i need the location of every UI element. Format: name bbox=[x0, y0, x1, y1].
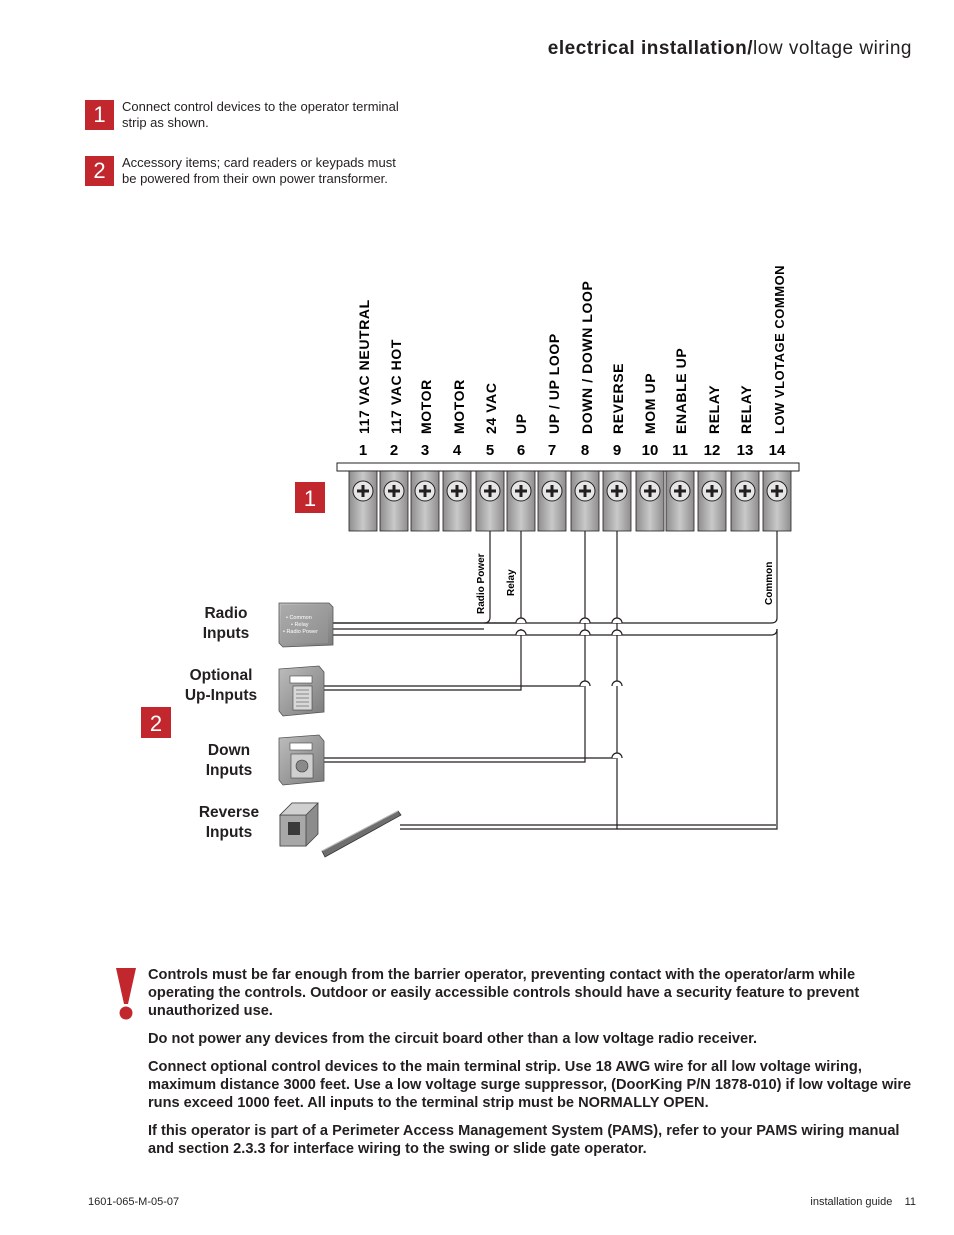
terminal-label: LOW VLOTAGE COMMON bbox=[772, 264, 787, 434]
step-1-text: Connect control devices to the operator terminal strip as shown. bbox=[122, 99, 399, 130]
terminal-label: 117 VAC NEUTRAL bbox=[356, 299, 372, 434]
footer-page-number: 11 bbox=[904, 1196, 916, 1208]
terminal-labels bbox=[356, 265, 787, 434]
terminal-number: 14 bbox=[768, 442, 786, 459]
terminal-number: 12 bbox=[703, 442, 721, 459]
terminal-label: UP bbox=[513, 413, 529, 434]
terminal-strip-base bbox=[337, 463, 799, 471]
header-subsection: low voltage wiring bbox=[753, 38, 912, 59]
warning-paragraph: Controls must be far enough from the barrier operator, preventing contact with the operator/arm while operating the controls. Outdoor or easily accessible controls should have a security feature to prevent unauthorized use. bbox=[148, 967, 860, 1019]
terminal-label: UP / UP LOOP bbox=[546, 333, 562, 434]
input-label-reverse: Reverse Inputs bbox=[198, 804, 260, 841]
callout-1-text: 1 bbox=[303, 486, 317, 511]
warning-notes bbox=[148, 966, 918, 1168]
wire-bumps bbox=[516, 618, 622, 758]
terminal-number: 10 bbox=[641, 442, 659, 459]
wire-relay bbox=[333, 531, 521, 629]
wire-up-loop bbox=[323, 629, 521, 690]
wire-common bbox=[333, 531, 777, 623]
terminal-label: REVERSE bbox=[610, 362, 626, 434]
input-label-optional-up: Optional Up-Inputs bbox=[184, 667, 258, 704]
radio-box-relay: • Relay bbox=[291, 622, 309, 628]
wire-label-relay: Relay bbox=[506, 569, 517, 596]
terminal-label: 24 VAC bbox=[483, 382, 499, 434]
keypad-device bbox=[279, 666, 324, 716]
terminal-number: 3 bbox=[420, 442, 430, 459]
footer-doc-id: 1601-065-M-05-07 bbox=[88, 1196, 180, 1208]
terminal-numbers bbox=[359, 442, 786, 459]
terminal-number: 11 bbox=[672, 442, 688, 459]
terminal-number: 2 bbox=[389, 442, 399, 459]
wires bbox=[323, 531, 777, 829]
terminal-label: RELAY bbox=[738, 384, 754, 434]
terminal-label: DOWN / DOWN LOOP bbox=[579, 280, 595, 434]
wire-common-splice bbox=[333, 629, 777, 635]
wire-down bbox=[323, 531, 585, 762]
terminal-label: ENABLE UP bbox=[673, 347, 689, 434]
step-2-text: Accessory items; card readers or keypads must be powered from their own power transformer. bbox=[122, 155, 396, 186]
key-switch-device bbox=[279, 735, 324, 785]
terminal-number: 6 bbox=[516, 442, 526, 459]
wire-common-down bbox=[617, 629, 777, 829]
footer-guide: installation guide bbox=[810, 1196, 893, 1208]
terminal-label: MOTOR bbox=[451, 379, 467, 434]
footer-page-info bbox=[0, 1196, 916, 1208]
wire-label-common: Common bbox=[764, 561, 775, 605]
terminal-number: 13 bbox=[736, 442, 754, 459]
terminal-label: MOTOR bbox=[418, 379, 434, 434]
terminal-label: MOM UP bbox=[642, 372, 658, 434]
warning-paragraph: Connect optional control devices to the main terminal strip. Use 18 AWG wire for all low voltage wiring, maximum distance 3000 feet. Use a low voltage surge suppressor, (DoorKing P/N 1878-010) if low voltage wire runs exceed 1000 feet. All inputs to the terminal strip must be NORMALLY OPEN. bbox=[148, 1059, 912, 1111]
header-section: electrical installation/ bbox=[547, 38, 754, 59]
loop-wire bbox=[322, 811, 401, 857]
step-1-badge: 1 bbox=[85, 100, 114, 130]
terminal-number: 4 bbox=[452, 442, 462, 459]
terminal-number: 9 bbox=[612, 442, 622, 459]
terminal-number: 5 bbox=[485, 442, 495, 459]
warning-paragraph: If this operator is part of a Perimeter Access Management System (PAMS), refer to your PAMS wiring manual and section 2.3.3 for interface wiring to the swing or slide gate operator. bbox=[148, 1123, 900, 1157]
terminal-blocks bbox=[349, 471, 791, 531]
terminal-number: 1 bbox=[358, 442, 368, 459]
warning-exclamation-icon bbox=[114, 966, 138, 1022]
callout-2-text: 2 bbox=[149, 711, 163, 736]
radio-receiver-device bbox=[279, 603, 333, 647]
input-label-down: Down Inputs bbox=[205, 742, 253, 779]
terminal-label: 117 VAC HOT bbox=[388, 338, 404, 434]
wire-label-radio-power: Radio Power bbox=[476, 553, 487, 614]
wire-radio-power bbox=[333, 531, 490, 623]
terminal-number: 8 bbox=[580, 442, 590, 459]
terminal-number: 7 bbox=[547, 442, 557, 459]
radio-box-radio-power: • Radio Power bbox=[283, 629, 318, 635]
input-label-radio: Radio Inputs bbox=[202, 605, 250, 642]
terminal-label: RELAY bbox=[706, 384, 722, 434]
warning-paragraph: Do not power any devices from the circuit board other than a low voltage radio receiver. bbox=[148, 1031, 758, 1047]
radio-box-common: • Common bbox=[286, 615, 312, 621]
step-2-badge: 2 bbox=[85, 156, 114, 186]
loop-detector-device bbox=[280, 803, 318, 846]
